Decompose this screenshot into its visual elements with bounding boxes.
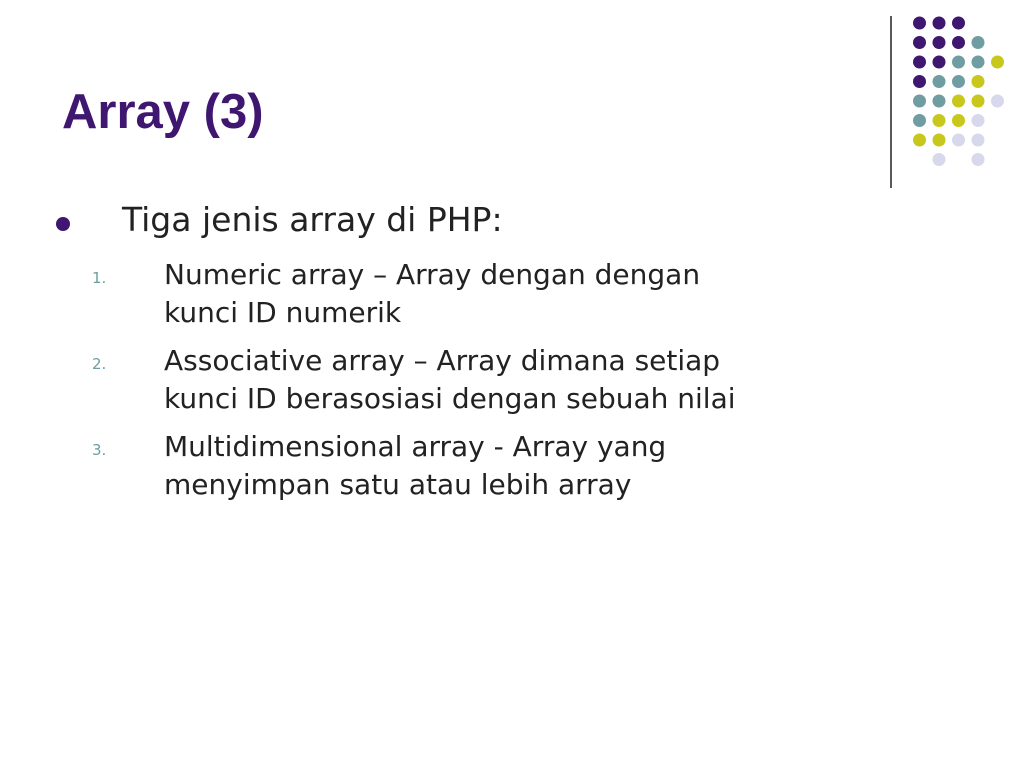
decorative-dot (933, 36, 946, 49)
list-item-line: Associative array – Array dimana setiap (164, 344, 721, 377)
decorative-dot (972, 134, 985, 147)
decorative-dot (952, 95, 965, 108)
list-item-text (164, 428, 912, 504)
decorative-dot (952, 56, 965, 69)
decorative-dot (952, 114, 965, 127)
decorative-dot (972, 75, 985, 88)
list-item (92, 256, 912, 332)
decorative-dot (933, 17, 946, 30)
list-item-line: kunci ID berasosiasi dengan sebuah nilai (164, 382, 736, 415)
decorative-dot (913, 95, 926, 108)
bullet-dot-icon (56, 217, 70, 231)
list-item-number: 1. (92, 269, 107, 287)
vertical-divider (890, 16, 892, 188)
decorative-dot (933, 75, 946, 88)
decorative-dot (991, 56, 1004, 69)
list-item-line: menyimpan satu atau lebih array (164, 468, 632, 501)
decorative-dot (913, 36, 926, 49)
list-item (92, 428, 912, 504)
list-item-line: Numeric array – Array dengan dengan (164, 258, 701, 291)
decorative-dot (913, 75, 926, 88)
decorative-dot (933, 56, 946, 69)
decorative-dot (952, 36, 965, 49)
list-item-text (164, 256, 912, 332)
list-item-line: kunci ID numerik (164, 296, 402, 329)
list-item-number: 2. (92, 355, 107, 373)
decorative-dot (933, 134, 946, 147)
decorative-dot (991, 95, 1004, 108)
decorative-dot (933, 95, 946, 108)
decorative-dot (972, 114, 985, 127)
list-item-text (164, 342, 912, 418)
list-item-line: Multidimensional array - Array yang (164, 430, 667, 463)
decorative-dot (972, 153, 985, 166)
decorative-dot (952, 75, 965, 88)
decorative-dot (933, 153, 946, 166)
slide-title: Array (3) (62, 85, 264, 139)
decorative-dot (913, 56, 926, 69)
main-bullet-text: Tiga jenis array di PHP: (122, 200, 503, 239)
list-item-number: 3. (92, 441, 107, 459)
numbered-list (92, 256, 912, 514)
decorative-dot (972, 36, 985, 49)
decorative-dot (952, 17, 965, 30)
decorative-dot (972, 56, 985, 69)
decorative-dot (952, 134, 965, 147)
list-item (92, 342, 912, 418)
decorative-dot (933, 114, 946, 127)
decorative-dot (913, 114, 926, 127)
decorative-dot (913, 17, 926, 30)
decorative-dot (913, 134, 926, 147)
decorative-dot (972, 95, 985, 108)
